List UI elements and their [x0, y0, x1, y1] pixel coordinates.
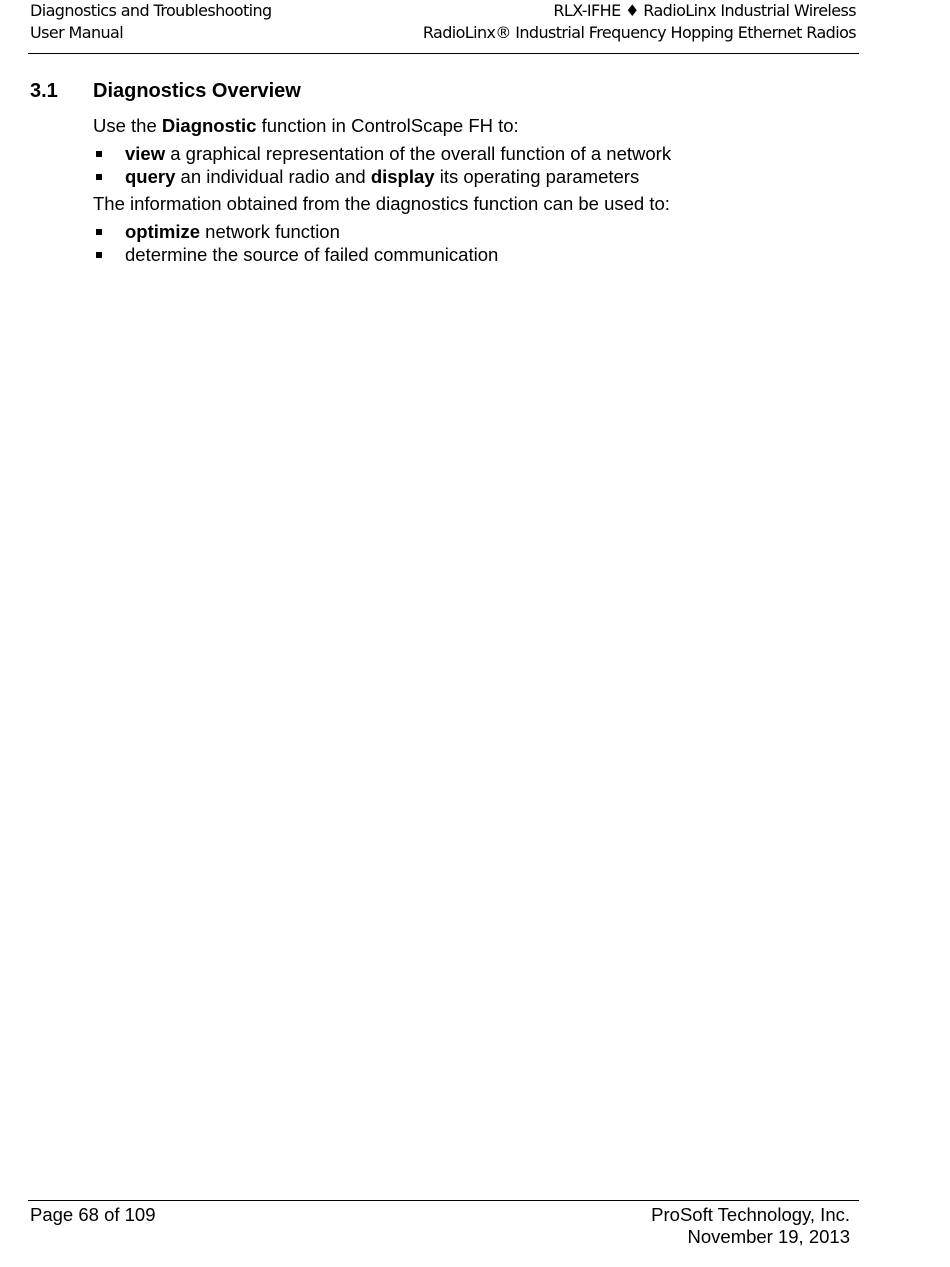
- list-item: [30, 142, 860, 165]
- footer-date: November 19, 2013: [687, 1226, 850, 1247]
- list-item: [30, 165, 860, 188]
- intro-text-post: function in ControlScape FH to:: [256, 115, 519, 136]
- bullet-square-icon: [96, 252, 102, 258]
- list-item-text: network function: [200, 221, 340, 242]
- bullet-list-uses: [30, 142, 860, 188]
- footer-company: ProSoft Technology, Inc.: [651, 1204, 850, 1225]
- bullet-list-benefits: [30, 220, 860, 266]
- list-item-bold: optimize: [125, 221, 201, 242]
- header-manual: User Manual: [30, 23, 124, 42]
- bullet-square-icon: [96, 151, 102, 157]
- intro-text-pre: Use the: [93, 115, 162, 136]
- intro-paragraph: [93, 114, 860, 138]
- info-paragraph: The information obtained from the diagnostics function can be used to:: [93, 193, 670, 214]
- header-product-line: RadioLinx® Industrial Frequency Hopping Ethernet Radios: [422, 23, 856, 42]
- bullet-square-icon: [96, 229, 102, 235]
- header-right: [423, 0, 856, 44]
- header-divider: [28, 53, 859, 54]
- header-chapter: Diagnostics and Troubleshooting: [30, 1, 272, 20]
- list-item-bold: query: [125, 166, 176, 187]
- list-item-text: its operating parameters: [434, 166, 640, 187]
- list-item-bold: display: [370, 166, 435, 187]
- list-item-text: determine the source of failed communication: [125, 244, 499, 265]
- page-header: [0, 0, 860, 56]
- bullet-square-icon: [96, 174, 102, 180]
- list-item-text: a graphical representation of the overall function of a network: [165, 143, 672, 164]
- footer-divider: [28, 1200, 859, 1201]
- header-left: [30, 0, 272, 44]
- list-item-bold: view: [125, 143, 166, 164]
- section-diagnostics-overview: [30, 78, 860, 266]
- list-item: [30, 243, 860, 266]
- section-title: Diagnostics Overview: [93, 80, 301, 102]
- footer-right: [651, 1204, 850, 1248]
- list-item-text: an individual radio and: [175, 166, 371, 187]
- section-heading: [30, 78, 860, 104]
- intro-text-bold: Diagnostic: [161, 115, 257, 136]
- header-product: RLX-IFHE ♦ RadioLinx Industrial Wireless: [553, 1, 856, 20]
- footer-page-number: Page 68 of 109: [30, 1204, 156, 1225]
- section-number: 3.1: [30, 80, 58, 102]
- list-item: [30, 220, 860, 243]
